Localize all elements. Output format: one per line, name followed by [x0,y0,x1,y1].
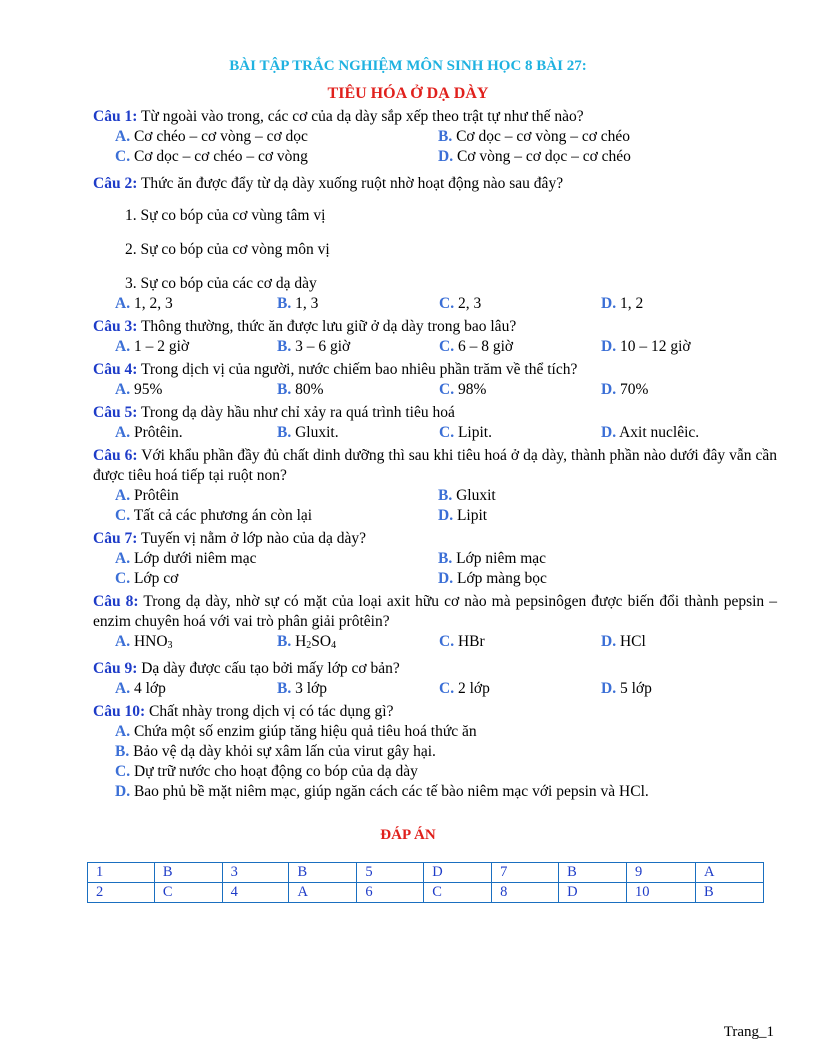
answer-key-table [87,862,764,903]
worksheet-title: BÀI TẬP TRẮC NGHIỆM MÔN SINH HỌC 8 BÀI 27: [229,58,587,74]
question-stem [93,446,777,486]
table-cell: D [559,883,627,903]
question-stem [93,317,777,337]
table-row [88,883,764,903]
options-group [93,486,777,526]
option-c: C. Cơ dọc – cơ chéo – cơ vòng [115,148,308,165]
question-7 [93,529,777,589]
option-c: C. 2, 3 [439,295,482,312]
question-label: Câu 5: [93,404,138,421]
question-text: Từ ngoài vào trong, các cơ của dạ dày sắp xếp theo trật tự như thế nào? [140,108,584,125]
question-text: Chất nhày trong dịch vị có tác dụng gì? [148,703,394,720]
worksheet-subtitle: TIÊU HÓA Ở DẠ DÀY [327,85,489,102]
page-number: Trang_1 [723,1024,774,1040]
question-stem [93,592,777,632]
option-d: D. 5 lớp [601,680,652,697]
option-d: D. Axit nuclêic. [601,424,700,441]
question-stem [93,529,777,549]
question-3 [93,317,777,357]
table-cell: 1 [88,863,155,883]
question-label: Câu 9: [93,660,138,677]
question-label: Câu 8: [93,593,139,610]
options-group [93,294,777,314]
option-b: B. $H_2SO_4$ [277,633,337,651]
question-list [93,107,777,802]
question-text: Dạ dày được cấu tạo bởi mấy lớp cơ bản? [141,660,400,677]
option-d: D. Lipit [438,507,488,524]
question-text: Tuyến vị nằm ở lớp nào của dạ dày? [140,530,366,547]
question-label: Câu 10: [93,703,146,720]
option-b: B. Lớp niêm mạc [438,550,547,567]
statement-3: 3. Sự co bóp của các cơ dạ dày [125,275,317,292]
option-a: A. Prôtêin [115,487,179,504]
question-5 [93,403,777,443]
options-group [93,127,777,167]
option-a: A. Chứa một số enzim giúp tăng hiệu quả tiêu hoá thức ăn [115,723,477,740]
option-c: C. Tất cả các phương án còn lại [115,507,313,524]
option-a: A. $HNO_3$ [115,633,173,651]
option-a: A. 1 – 2 giờ [115,338,190,355]
options-group [93,679,777,699]
question-4 [93,360,777,400]
table-cell: 4 [222,883,289,903]
question-stem [93,403,777,423]
option-b: B. Gluxit. [277,424,339,441]
question-label: Câu 4: [93,361,138,378]
options-group [93,337,777,357]
option-b: B. Bảo vệ dạ dày khỏi sự xâm lấn của virut gây hại. [115,743,436,760]
table-cell: D [424,863,492,883]
question-label: Câu 6: [93,447,138,464]
table-cell: A [289,883,357,903]
option-b: B. 1, 3 [277,295,319,312]
option-a: A. 4 lớp [115,680,166,697]
question-2 [93,174,777,314]
question-text: Với khẩu phần đầy đủ chất dinh dưỡng thì sau khi tiêu hoá ở dạ dày, thành phần nào dưới đây vẫn cần được tiêu hoá tiếp tại ruột non? [93,447,777,484]
table-cell: 6 [357,883,424,903]
question-label: Câu 2: [93,175,138,192]
option-c: C. Lớp cơ [115,570,179,587]
table-cell: B [154,863,222,883]
option-b: B. Cơ dọc – cơ vòng – cơ chéo [438,128,631,145]
option-a: A. Lớp dưới niêm mạc [115,550,257,567]
table-cell: 8 [492,883,559,903]
option-a: A. 1, 2, 3 [115,295,173,312]
option-b: B. 3 – 6 giờ [277,338,351,355]
question-label: Câu 1: [93,108,138,125]
table-row [88,863,764,883]
option-d: D. Bao phủ bề mặt niêm mạc, giúp ngăn cách các tế bào niêm mạc với pepsin và HCl. [115,783,649,800]
option-d: D. HCl [601,633,646,650]
statement-2: 2. Sự co bóp của cơ vòng môn vị [125,241,330,258]
option-c: C. 2 lớp [439,680,490,697]
statement-list [93,206,777,294]
question-label: Câu 7: [93,530,138,547]
table-cell: 5 [357,863,424,883]
question-text: Thức ăn được đẩy từ dạ dày xuống ruột nhờ hoạt động nào sau đây? [140,175,564,192]
option-c: C. Lipit. [439,424,492,441]
option-d: D. Cơ vòng – cơ dọc – cơ chéo [438,148,631,165]
option-d: D. Lớp màng bọc [438,570,547,587]
question-1 [93,107,777,167]
options-group [93,380,777,400]
options-group [93,549,777,589]
option-a: A. Prôtêin. [115,424,183,441]
question-stem [93,659,777,679]
table-cell: 9 [626,863,695,883]
table-cell: 3 [222,863,289,883]
option-a: A. Cơ chéo – cơ vòng – cơ dọc [115,128,308,145]
options-group [93,722,777,802]
question-label: Câu 3: [93,318,138,335]
option-d: D. 10 – 12 giờ [601,338,691,355]
question-text: Trong dịch vị của người, nước chiếm bao nhiêu phần trăm về thể tích? [140,361,578,378]
option-b: B. 3 lớp [277,680,327,697]
table-cell: C [424,883,492,903]
options-group [93,423,777,443]
question-stem [93,107,777,127]
table-cell: B [696,883,764,903]
table-cell: A [696,863,764,883]
question-9 [93,659,777,699]
question-stem [93,174,777,194]
question-10 [93,702,777,802]
statement-1: 1. Sự co bóp của cơ vùng tâm vị [125,207,326,224]
option-d: D. 1, 2 [601,295,644,312]
option-c: C. 6 – 8 giờ [439,338,514,355]
table-cell: 7 [492,863,559,883]
option-d: D. 70% [601,381,649,398]
option-c: C. HBr [439,633,485,650]
table-cell: B [289,863,357,883]
option-b: B. 80% [277,381,324,398]
question-8 [93,592,777,656]
answer-key-title: ĐÁP ÁN [380,827,436,843]
options-group [93,632,777,656]
table-cell: 2 [88,883,155,903]
option-c: C. 98% [439,381,487,398]
table-cell: C [154,883,222,903]
option-c: C. Dự trữ nước cho hoạt động co bóp của dạ dày [115,763,418,780]
question-6 [93,446,777,526]
question-text: Thông thường, thức ăn được lưu giữ ở dạ dày trong bao lâu? [140,318,517,335]
question-text: Trong dạ dày hầu như chỉ xảy ra quá trình tiêu hoá [140,404,455,421]
question-stem [93,360,777,380]
table-cell: B [559,863,627,883]
option-b: B. Gluxit [438,487,496,504]
question-text: Trong dạ dày, nhờ sự có mặt của loại axit hữu cơ nào mà pepsinôgen được biến đổi thành pepsin – enzim chuyên hoá với vai trò phân giải prôtêin? [93,593,777,630]
option-a: A. 95% [115,381,163,398]
question-stem [93,702,777,722]
table-cell: 10 [626,883,695,903]
